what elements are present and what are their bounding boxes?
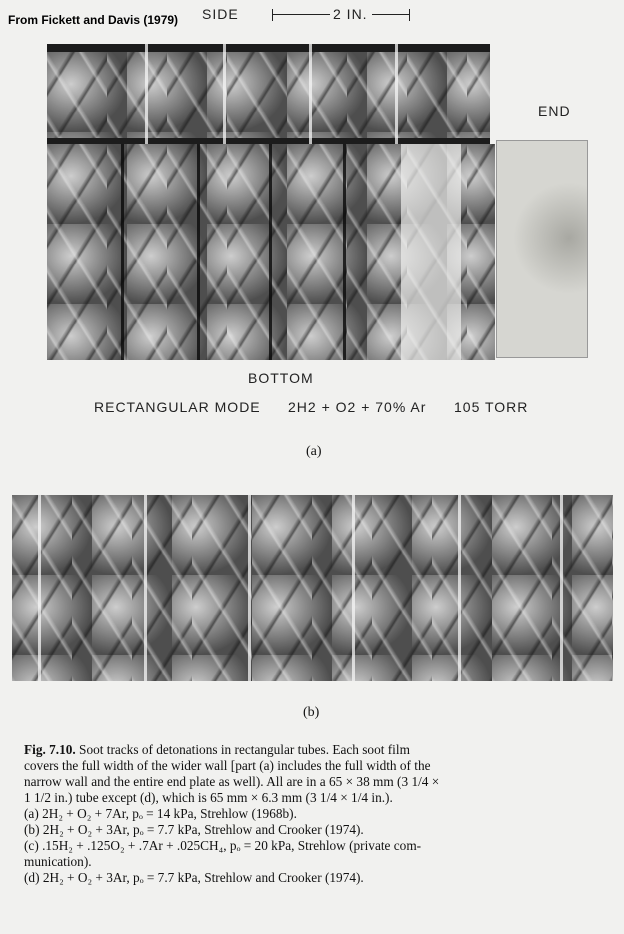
scale-label: 2 IN.	[330, 6, 371, 22]
caption-line: (d) 2H₂ + O₂ + 3Ar, pₒ = 7.7 kPa, Strehlow and Crooker (1974).	[24, 870, 364, 885]
caption-line: munication).	[24, 854, 92, 869]
figure-caption	[24, 742, 604, 886]
scale-bar	[272, 8, 410, 22]
soot-film-photo-b	[12, 495, 613, 681]
caption-line: Soot tracks of detonations in rectangular tubes. Each soot film	[75, 742, 410, 757]
bottom-label: BOTTOM	[248, 370, 314, 386]
caption-line: (c) .15H₂ + .125O₂ + .7Ar + .025CH₄, pₒ = 20 kPa, Strehlow (private com-	[24, 838, 422, 853]
subfigure-b-label: (b)	[303, 705, 320, 720]
side-label: SIDE	[202, 6, 239, 22]
side-wall-photo	[47, 44, 490, 144]
bottom-wall-photo	[47, 144, 495, 360]
caption-line: (a) 2H₂ + O₂ + 7Ar, pₒ = 14 kPa, Strehlow (1968b).	[24, 806, 297, 821]
figure-number: Fig. 7.10.	[24, 742, 76, 757]
caption-line: narrow wall and the entire end plate as well). All are in a 65 × 38 mm (3 1/4 ×	[24, 774, 440, 789]
mixture-label: 2H2 + O2 + 70% Ar	[288, 399, 427, 415]
caption-line: covers the full width of the wider wall [part (a) includes the full width of the	[24, 758, 431, 773]
end-label: END	[538, 103, 571, 119]
credit-label: From Fickett and Davis (1979)	[8, 13, 179, 27]
caption-line: 1 1/2 in.) tube except (d), which is 65 mm × 6.3 mm (3 1/4 × 1/4 in.).	[24, 790, 393, 805]
pressure-label: 105 TORR	[454, 399, 529, 415]
end-plate-photo	[496, 140, 588, 358]
caption-line: (b) 2H₂ + O₂ + 3Ar, pₒ = 7.7 kPa, Strehlow and Crooker (1974).	[24, 822, 364, 837]
subfigure-a-label: (a)	[306, 444, 322, 459]
mode-label: RECTANGULAR MODE	[94, 399, 261, 415]
